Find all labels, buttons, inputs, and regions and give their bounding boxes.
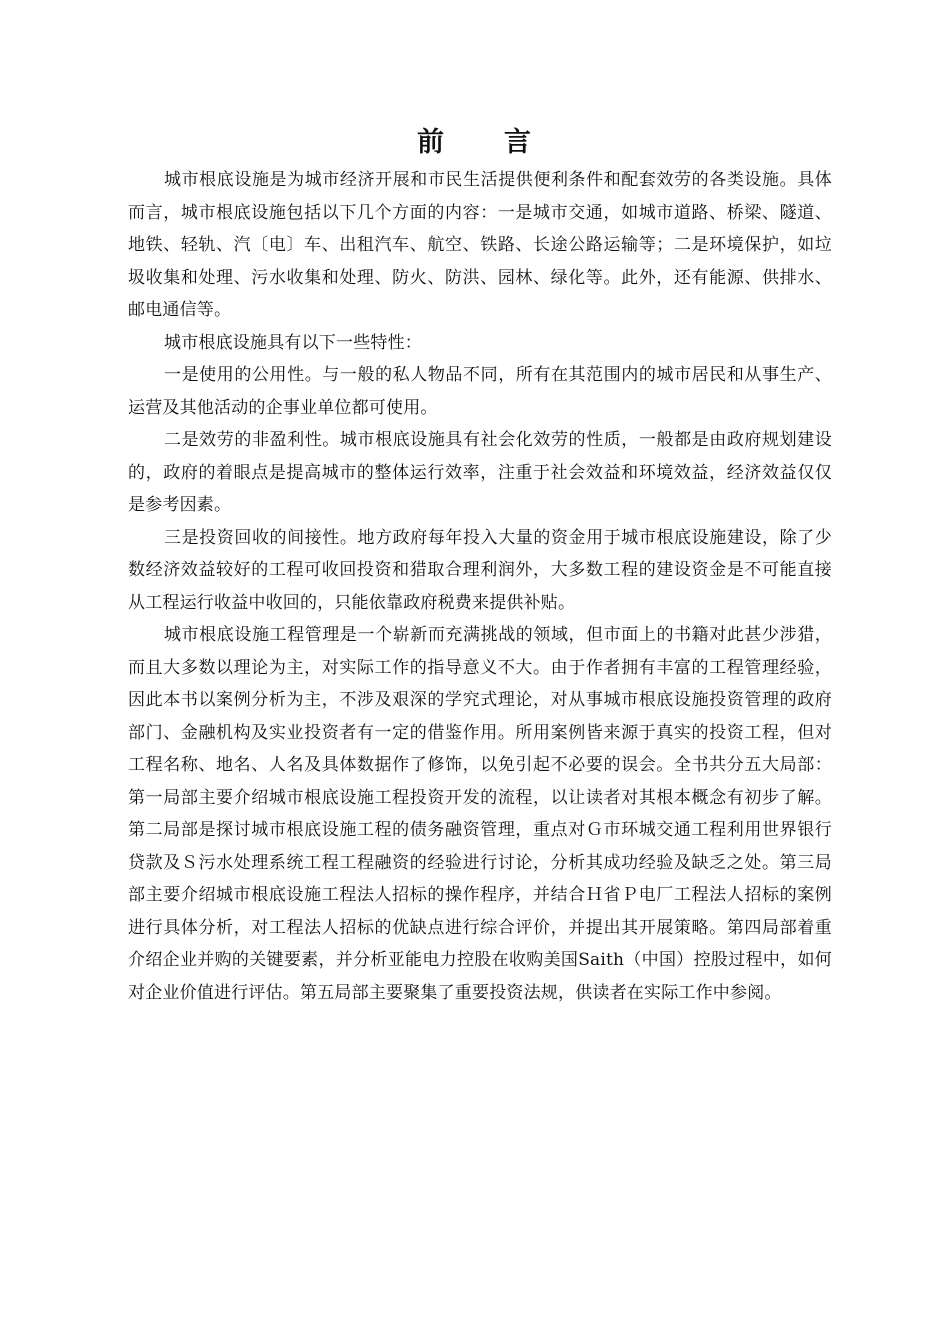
paragraph-indirect-return: 三是投资回收的间接性。地方政府每年投入大量的资金用于城市根底设施建设，除了少数经济效益较好的工程可收回投资和猎取合理利润外，大多数工程的建设资金是不可能直接从工程运行收益中收回的，只能依靠政府税费来提供补贴。 [128,527,832,613]
paragraph-characteristics-intro: 城市根底设施具有以下一些特性： [164,332,422,353]
paragraph-book-overview: 城市根底设施工程管理是一个崭新而充满挑战的领域，但市面上的书籍对此甚少涉猎，而且大多数以理论为主，对实际工作的指导意义不大。由于作者拥有丰富的工程管理经验，因此本书以案例分析为主，不涉及艰深的学究式理论，对从事城市根底设施投资管理的政府部门、金融机构及实业投资者有一定的借鉴作用。所用案例皆来源于真实的投资工程，但对工程名称、地名、人名及具体数据作了修饰，以免引起不必要的误会。全书共分五大局部：第一局部主要介绍城市根底设施工程投资开发的流程，以让读者对其根本概念有初步了解。第二局部是探讨城市根底设施工程的债务融资管理，重点对Ｇ市环城交通工程利用世界银行贷款及Ｓ污水处理系统工程工程融资的经验进行讨论，分析其成功经验及缺乏之处。第三局部主要介绍城市根底设施工程法人招标的操作程序，并结合Ｈ省Ｐ电厂工程法人招标的案例进行具体分析，对工程法人招标的优缺点进行综合评价，并提出其开展策略。第四局部着重介绍企业并购的关键要素，并分析亚能电力控股在收购美国Saith（中国）控股过程中，如何对企业价值进行评估。第五局部主要聚集了重要投资法规，供读者在实际工作中参阅。 [128,625,832,1003]
page-title: 前 言 [417,127,533,158]
paragraph-non-profit: 二是效劳的非盈利性。城市根底设施具有社会化效劳的性质，一般都是由政府规划建设的，政府的着眼点是提高城市的整体运行效率，注重于社会效益和环境效益，经济效益仅仅是参考因素。 [128,430,832,515]
paragraph-public-use: 一是使用的公用性。与一般的私人物品不同，所有在其范围内的城市居民和从事生产、运营及其他活动的企事业单位都可使用。 [128,365,832,418]
preface-body [128,164,832,1009]
paragraph-infrastructure-definition: 城市根底设施是为城市经济开展和市民生活提供便利条件和配套效劳的各类设施。具体而言，城市根底设施包括以下几个方面的内容：一是城市交通，如城市道路、桥梁、隧道、地铁、轻轨、汽〔电〕车、出租汽车、航空、铁路、长途公路运输等；二是环境保护，如垃圾收集和处理、污水收集和处理、防火、防洪、园林、绿化等。此外，还有能源、供排水、邮电通信等。 [128,170,832,320]
